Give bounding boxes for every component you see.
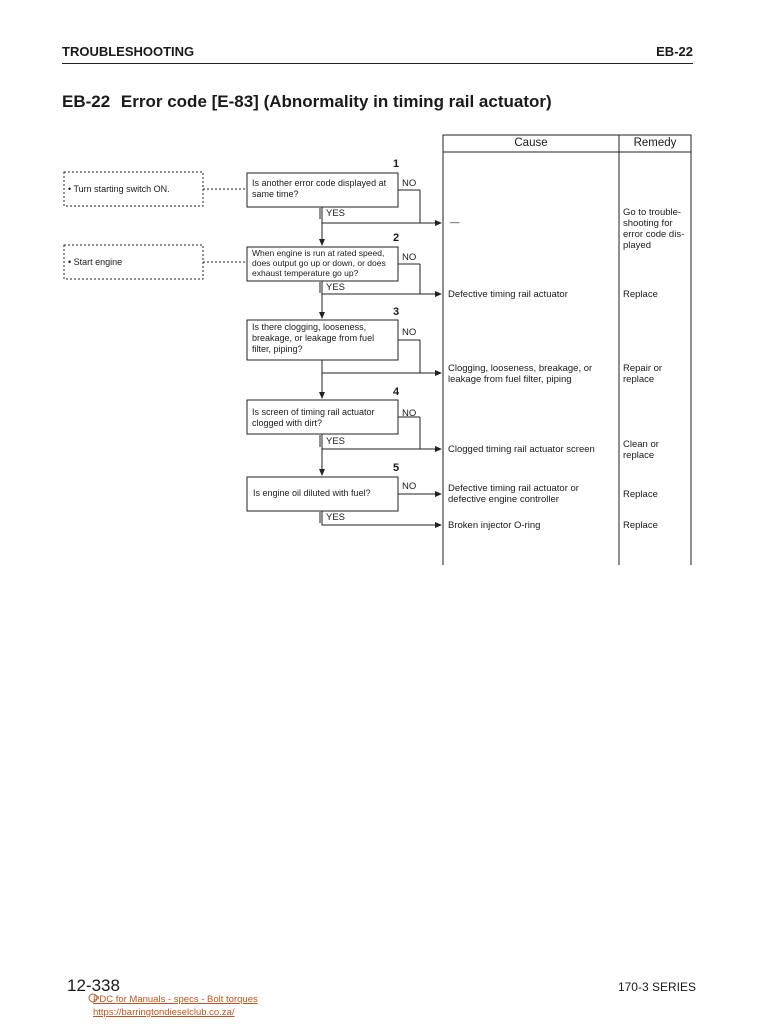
cause-6: Broken injector O-ring xyxy=(448,520,541,531)
step-number-3: 3 xyxy=(393,306,400,318)
step-4-question: Is screen of timing rail actuator clogged with dirt? xyxy=(252,407,375,428)
step-3-question: Is there clogging, looseness, breakage, or leakage from fuel filter, piping? xyxy=(252,322,375,354)
remedy-6: Replace xyxy=(623,520,658,531)
title-code: EB-22 xyxy=(62,92,111,111)
cause-column-header: Cause xyxy=(514,137,548,149)
section-code: EB-22 xyxy=(656,44,693,59)
step-5-yes-label: YES xyxy=(326,512,346,523)
remedy-2: Replace xyxy=(623,289,658,300)
cause-4: Clogged timing rail actuator screen xyxy=(448,444,595,455)
condition-start-engine: • Start engine xyxy=(68,257,123,267)
remedy-3: Repair or replace xyxy=(623,363,663,385)
condition-turn-switch-on: • Turn starting switch ON. xyxy=(68,184,170,194)
series-label: 170-3 SERIES xyxy=(617,980,696,994)
remedy-5: Replace xyxy=(623,489,658,500)
step-1-question: Is another error code displayed at same time? xyxy=(252,178,387,199)
cause-3: Clogging, looseness, breakage, or leakage from fuel filter, piping xyxy=(448,363,593,385)
cause-1: — xyxy=(450,217,460,228)
step-1-no-arrow xyxy=(420,190,441,223)
club-url-link[interactable]: https://barringtondieselclub.co.za/ xyxy=(93,1007,235,1018)
step-4-no-label: NO xyxy=(402,408,417,419)
step-4-yes-label: YES xyxy=(326,436,346,447)
section-header: TROUBLESHOOTING xyxy=(62,44,195,59)
cause-5: Defective timing rail actuator or defective engine controller xyxy=(448,483,579,505)
step-2-question: When engine is run at rated speed, does output go up or down, or does exhaust temperature go up? xyxy=(252,248,386,278)
title-text: Error code [E-83] (Abnormality in timing rail actuator) xyxy=(120,92,552,111)
step-number-4: 4 xyxy=(393,386,400,398)
step-2-no-label: NO xyxy=(402,252,417,263)
remedy-4: Clean or replace xyxy=(623,439,659,461)
cause-2: Defective timing rail actuator xyxy=(448,289,568,300)
step-5-no-label: NO xyxy=(402,481,417,492)
step-5-question: Is engine oil diluted with fuel? xyxy=(253,488,371,498)
step-3-no-label: NO xyxy=(402,327,417,338)
step-1-yes-label: YES xyxy=(326,208,346,219)
step-number-1: 1 xyxy=(393,158,400,170)
step-number-5: 5 xyxy=(393,462,400,474)
step-3-yes-arrow xyxy=(322,360,441,373)
manuals-link[interactable]: PDC for Manuals - specs - Bolt torques xyxy=(93,994,258,1005)
step-2-yes-label: YES xyxy=(326,282,346,293)
step-1-no-label: NO xyxy=(402,178,417,189)
remedy-column-header: Remedy xyxy=(633,137,677,149)
page-number: 12-338 xyxy=(67,976,120,995)
step-number-2: 2 xyxy=(393,232,400,244)
remedy-1: Go to trouble- shooting for error code dis- played xyxy=(623,207,685,251)
